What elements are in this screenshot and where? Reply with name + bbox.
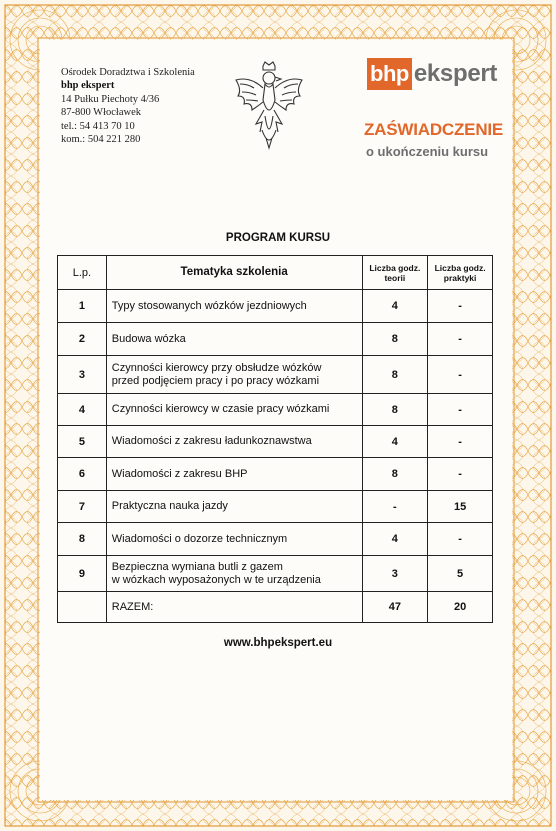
row-topic-line: przed podjęciem pracy i po pracy wózkami [111,374,320,387]
row-practice: - [428,290,493,323]
row-topic-line: Czynności kierowcy przy obsłudze wózków [111,361,322,374]
table-row [58,290,493,323]
row-practice: - [428,356,493,394]
program-table [57,255,493,623]
row-topic [106,523,362,556]
table-row [58,426,493,458]
row-topic [106,491,362,523]
row-topic-line: Typy stosowanych wózków jezdniowych [111,299,307,312]
row-topic-line: w wózkach wyposażonych w te urządzenia [111,573,321,586]
table-row [58,394,493,426]
organization-city: 87-800 Włocławek [61,107,141,119]
row-theory: 4 [362,426,428,458]
certificate-subtitle: o ukończeniu kursu [366,144,489,159]
row-practice: - [428,394,493,426]
organization-block [61,66,195,146]
row-topic-line: Wiadomości z zakresu BHP [111,467,248,480]
row-practice: - [428,426,493,458]
header-lp: L.p. [58,256,107,290]
bhpekspert-logo [367,58,497,90]
row-practice: - [428,323,493,356]
row-lp: 7 [58,491,107,523]
program-title: PROGRAM KURSU [225,232,331,244]
row-topic [106,394,362,426]
row-theory: 4 [362,290,428,323]
total-practice: 20 [428,592,493,623]
organization-name: Ośrodek Doradztwa i Szkolenia [61,67,195,78]
row-topic-line: Czynności kierowcy w czasie pracy wózkami [111,403,330,415]
row-topic [106,426,362,458]
organization-street: 14 Pułku Piechoty 4/36 [61,93,160,105]
row-topic [106,290,362,323]
website-link: www.bhpekspert.eu [223,637,333,649]
organization-brand: bhp ekspert [61,80,115,92]
table-row [58,356,493,394]
row-topic-line: Wiadomości z zakresu ładunkoznawstwa [111,435,312,447]
row-lp: 9 [58,556,107,592]
row-practice: 5 [428,556,493,592]
row-topic [106,458,362,491]
row-theory: 4 [362,523,428,556]
row-practice: - [428,458,493,491]
organization-phone: tel.: 54 413 70 10 [61,120,135,132]
table-header-row [58,256,493,290]
header-theory: Liczba godz. teorii [362,256,428,290]
total-label: RAZEM: [106,592,362,623]
row-theory: 8 [362,323,428,356]
row-topic [106,356,362,394]
row-lp: 4 [58,394,107,426]
row-theory: 8 [362,394,428,426]
header-practice: Liczba godz. praktyki [428,256,493,290]
logo-text: ekspert [413,60,498,87]
table-row [58,323,493,356]
table-total-row [58,592,493,623]
table-row [58,556,493,592]
table-row [58,523,493,556]
total-theory: 47 [362,592,428,623]
row-lp: 1 [58,290,107,323]
row-lp: 5 [58,426,107,458]
table-row [58,491,493,523]
row-theory: 3 [362,556,428,592]
logo-box-text: bhp [367,58,412,90]
row-theory: 8 [362,356,428,394]
eagle-emblem-icon [232,60,306,152]
row-practice: - [428,523,493,556]
row-topic [106,323,362,356]
header-topic: Tematyka szkolenia [106,256,362,290]
row-topic [106,556,362,592]
row-topic-line: Budowa wózka [111,332,186,345]
row-theory: - [362,491,428,523]
row-theory: 8 [362,458,428,491]
total-lp [58,592,107,623]
row-lp: 6 [58,458,107,491]
table-row [58,458,493,491]
certificate-title: ZAŚWIADCZENIE [364,120,504,139]
organization-mobile: kom.: 504 221 280 [61,134,141,146]
row-topic-line: Bezpieczna wymiana butli z gazem [111,560,283,573]
row-lp: 8 [58,523,107,556]
row-lp: 2 [58,323,107,356]
row-topic-line: Wiadomości o dozorze technicznym [111,532,288,545]
row-lp: 3 [58,356,107,394]
row-practice: 15 [428,491,493,523]
row-topic-line: Praktyczna nauka jazdy [111,500,228,512]
